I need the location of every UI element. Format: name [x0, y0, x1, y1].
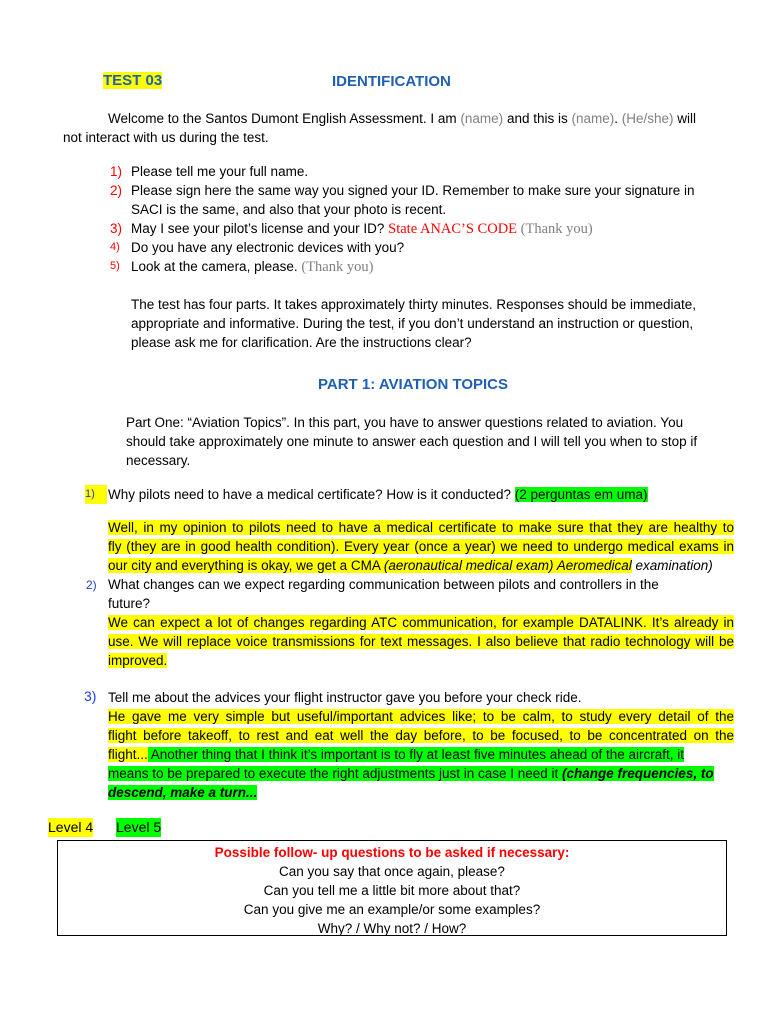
- instructions-line: please ask me for clarification. Are the instructions clear?: [131, 335, 472, 350]
- list-number: 5): [110, 260, 120, 272]
- part-title: PART 1: AVIATION TOPICS: [318, 376, 509, 393]
- question-number: 1): [85, 485, 107, 504]
- aviation-question-2: [108, 575, 659, 613]
- answer-line: Another thing that I think it’s important is to fly at least five minutes ahead of the aircraft, it: [147, 747, 685, 762]
- part-intro: [126, 413, 697, 470]
- question-number: 2): [86, 578, 97, 592]
- intro-line: Part One: “Aviation Topics”. In this part, you have to answer questions related to aviation. You: [126, 415, 684, 430]
- id-question-2-line-2: SACI is the same, and also that your photo is recent.: [131, 202, 447, 217]
- name-placeholder-1: (name): [460, 111, 504, 126]
- followup-item: Can you give me an example/or some examples?: [243, 902, 541, 917]
- answer-emphasis: examination): [631, 558, 713, 573]
- intro-line: should take approximately one minute to answer each question and I will tell you when to stop if: [126, 434, 698, 449]
- welcome-text: and this is: [503, 111, 572, 126]
- answer-line: use. We will replace voice transmissions for text messages. I also believe that radio technology will be: [108, 634, 734, 649]
- question-line: future?: [108, 596, 151, 611]
- list-number: 1): [110, 164, 123, 179]
- answer-emphasis: (change frequencies, to: [558, 766, 714, 781]
- welcome-line-1: [108, 109, 696, 128]
- id-question-4: Do you have any electronic devices with you?: [131, 240, 405, 255]
- aviation-question-1: [108, 485, 648, 504]
- answer-line: Well, in my opinion to pilots need to have a medical certificate to make sure that they are healthy to: [108, 520, 734, 535]
- aviation-question-3: Tell me about the advices your flight instructor gave you before your check ride.: [108, 690, 582, 705]
- followup-item: Why? / Why not? / How?: [317, 921, 467, 936]
- followup-box: [57, 840, 727, 936]
- id-question-5: [131, 257, 731, 277]
- question-line: What changes can we expect regarding communication between pilots and controllers in the: [108, 577, 659, 592]
- answer-2: [108, 613, 734, 670]
- followup-item: Can you say that once again, please?: [279, 864, 505, 879]
- answer-line: flight before takeoff, to rest and eat well the day before, to be focused, to be concentrated on the: [108, 728, 734, 743]
- id-question-3: [131, 219, 731, 239]
- welcome-text: will: [673, 111, 697, 126]
- answer-line: improved.: [108, 653, 168, 668]
- list-number: 2): [110, 183, 123, 198]
- answer-emphasis: Aeromedical: [553, 558, 632, 573]
- question-number: 3): [84, 688, 97, 704]
- list-number: 3): [110, 221, 123, 236]
- question-text: Look at the camera, please.: [131, 259, 302, 274]
- answer-emphasis: (aeronautical medical exam): [383, 558, 554, 573]
- question-text: May I see your pilot’s license and your ID?: [131, 221, 389, 236]
- answer-line: We can expect a lot of changes regarding ATC communication, for example DATALINK. It’s already in: [108, 615, 734, 630]
- answer-1: [108, 518, 734, 575]
- id-question-2-line-1: Please sign here the same way you signed your ID. Remember to make sure your signature in: [131, 183, 695, 198]
- level-4-badge: Level 4: [48, 819, 94, 835]
- intro-line: necessary.: [126, 453, 191, 468]
- question-text: Why pilots need to have a medical certificate? How is it conducted?: [108, 487, 515, 502]
- thank-you-note: (Thank you): [517, 221, 593, 237]
- welcome-text: .: [614, 111, 622, 126]
- instructions-line: The test has four parts. It takes approximately thirty minutes. Responses should be immediate,: [131, 297, 697, 312]
- welcome-text: Welcome to the Santos Dumont English Assessment. I am: [108, 111, 461, 126]
- instructions-line: appropriate and informative. During the test, if you don’t understand an instruction or question,: [131, 316, 694, 331]
- answer-line: flight...: [108, 747, 148, 762]
- pronoun-placeholder: (He/she): [621, 111, 674, 126]
- examiner-note: State ANAC’S CODE: [388, 221, 518, 237]
- answer-3: [108, 707, 734, 802]
- followup-title: Possible follow- up questions to be asked if necessary:: [214, 845, 570, 860]
- level-5-badge: Level 5: [116, 819, 162, 835]
- test-label: TEST 03: [103, 72, 163, 89]
- examiner-note: (2 perguntas em uma): [514, 487, 648, 502]
- answer-line: fly (they are in good health condition). Every year (once a year) we need to undergo medical exams in: [108, 539, 734, 554]
- list-number: 4): [110, 241, 120, 253]
- name-placeholder-2: (name): [571, 111, 615, 126]
- followup-item: Can you tell me a little bit more about that?: [263, 883, 521, 898]
- section-title: IDENTIFICATION: [332, 73, 451, 90]
- id-question-1: Please tell me your full name.: [131, 164, 309, 179]
- answer-line: our city and everything is okay, we get a CMA: [108, 558, 384, 573]
- welcome-line-2: not interact with us during the test.: [63, 130, 269, 145]
- thank-you-note: (Thank you): [301, 259, 374, 275]
- answer-line: He gave me very simple but useful/important advices like; to be calm, to study every detail of the: [108, 709, 734, 724]
- answer-emphasis: descend, make a turn...: [108, 785, 258, 800]
- instructions-paragraph: [131, 295, 696, 352]
- answer-line: means to be prepared to execute the right adjustments just in case I need it: [108, 766, 559, 781]
